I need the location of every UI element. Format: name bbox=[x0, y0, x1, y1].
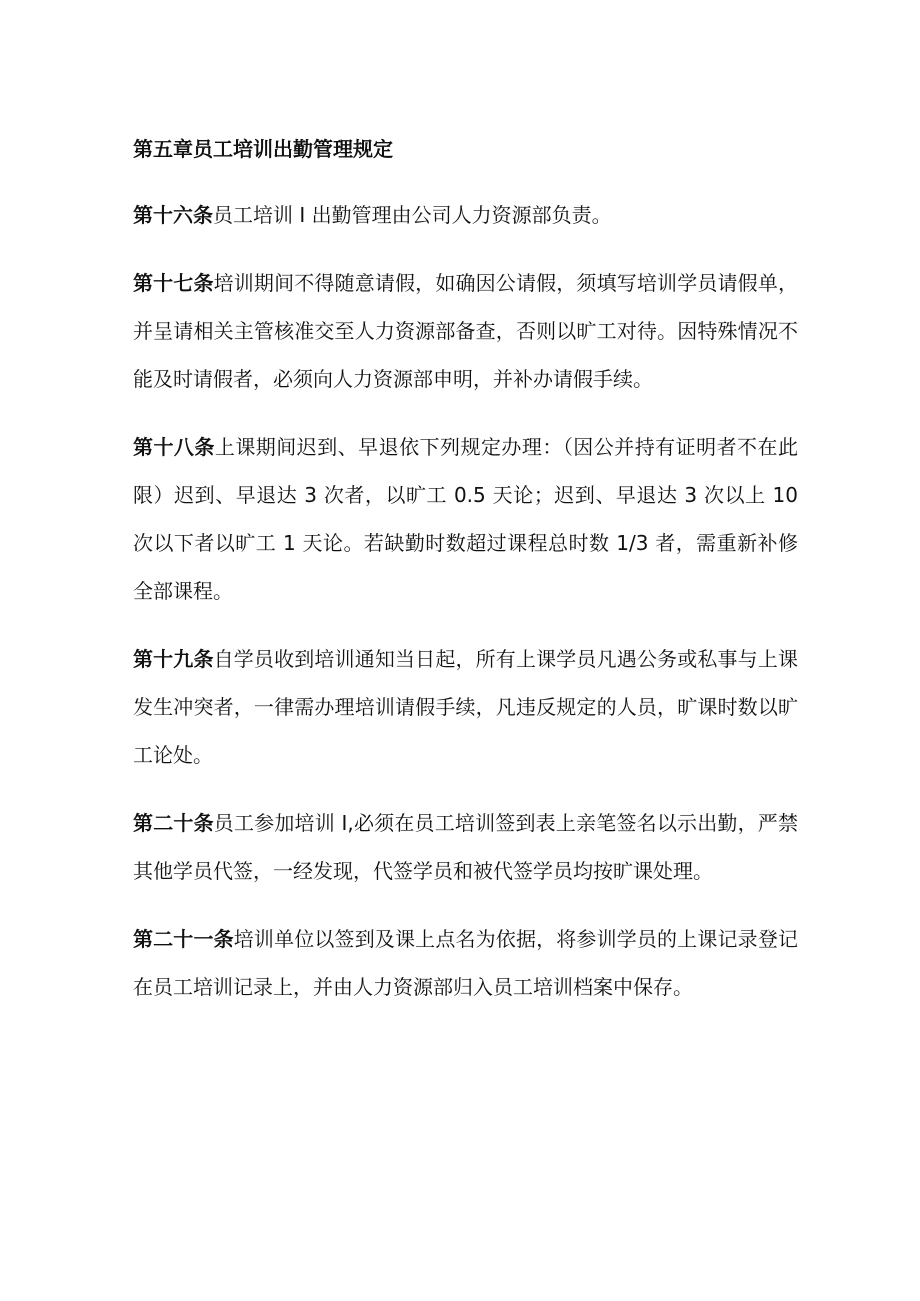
article-21 bbox=[133, 915, 798, 1011]
article-16 bbox=[133, 191, 798, 239]
article-label: 第十七条 bbox=[133, 271, 214, 295]
article-17 bbox=[133, 259, 798, 403]
chapter-title: 第五章员工培训出勤管理规定 bbox=[133, 137, 393, 161]
article-20 bbox=[133, 799, 798, 895]
article-label: 第二十条 bbox=[133, 811, 214, 835]
article-18 bbox=[133, 423, 798, 615]
article-label: 第十六条 bbox=[133, 203, 213, 227]
article-text: 培训期间不得随意请假，如确因公请假，须填写培训学员请假单，并呈请相关主管核准交至人力资源部备查，否则以旷工对待。因特殊情况不能及时请假者，必须向人力资源部申明，并补办请假手续。 bbox=[133, 271, 798, 391]
document-page bbox=[133, 131, 798, 1031]
article-label: 第二十一条 bbox=[133, 927, 234, 951]
article-label: 第十九条 bbox=[133, 647, 214, 671]
article-text: 员工参加培训 I,必须在员工培训签到表上亲笔签名以示出勤，严禁其他学员代签，一经发现，代签学员和被代签学员均按旷课处理。 bbox=[133, 811, 798, 883]
article-text: 员工培训 I 出勤管理由公司人力资源部负责。 bbox=[213, 203, 612, 227]
article-19 bbox=[133, 635, 798, 779]
article-text: 自学员收到培训通知当日起，所有上课学员凡遇公务或私事与上课发生冲突者，一律需办理培训请假手续，凡违反规定的人员，旷课时数以旷工论处。 bbox=[133, 647, 798, 767]
article-text: 上课期间迟到、早退依下列规定办理：（因公并持有证明者不在此限）迟到、早退达 3 次者，以旷工 0.5 天论；迟到、早退达 3 次以上 10 次以下者以旷工 1 天论。若缺勤时数超过课程总时数 1/3 者，需重新补修全部课程。 bbox=[133, 435, 798, 603]
article-label: 第十八条 bbox=[133, 435, 215, 459]
article-text: 培训单位以签到及课上点名为依据，将参训学员的上课记录登记在员工培训记录上，并由人力资源部归入员工培训档案中保存。 bbox=[133, 927, 798, 999]
